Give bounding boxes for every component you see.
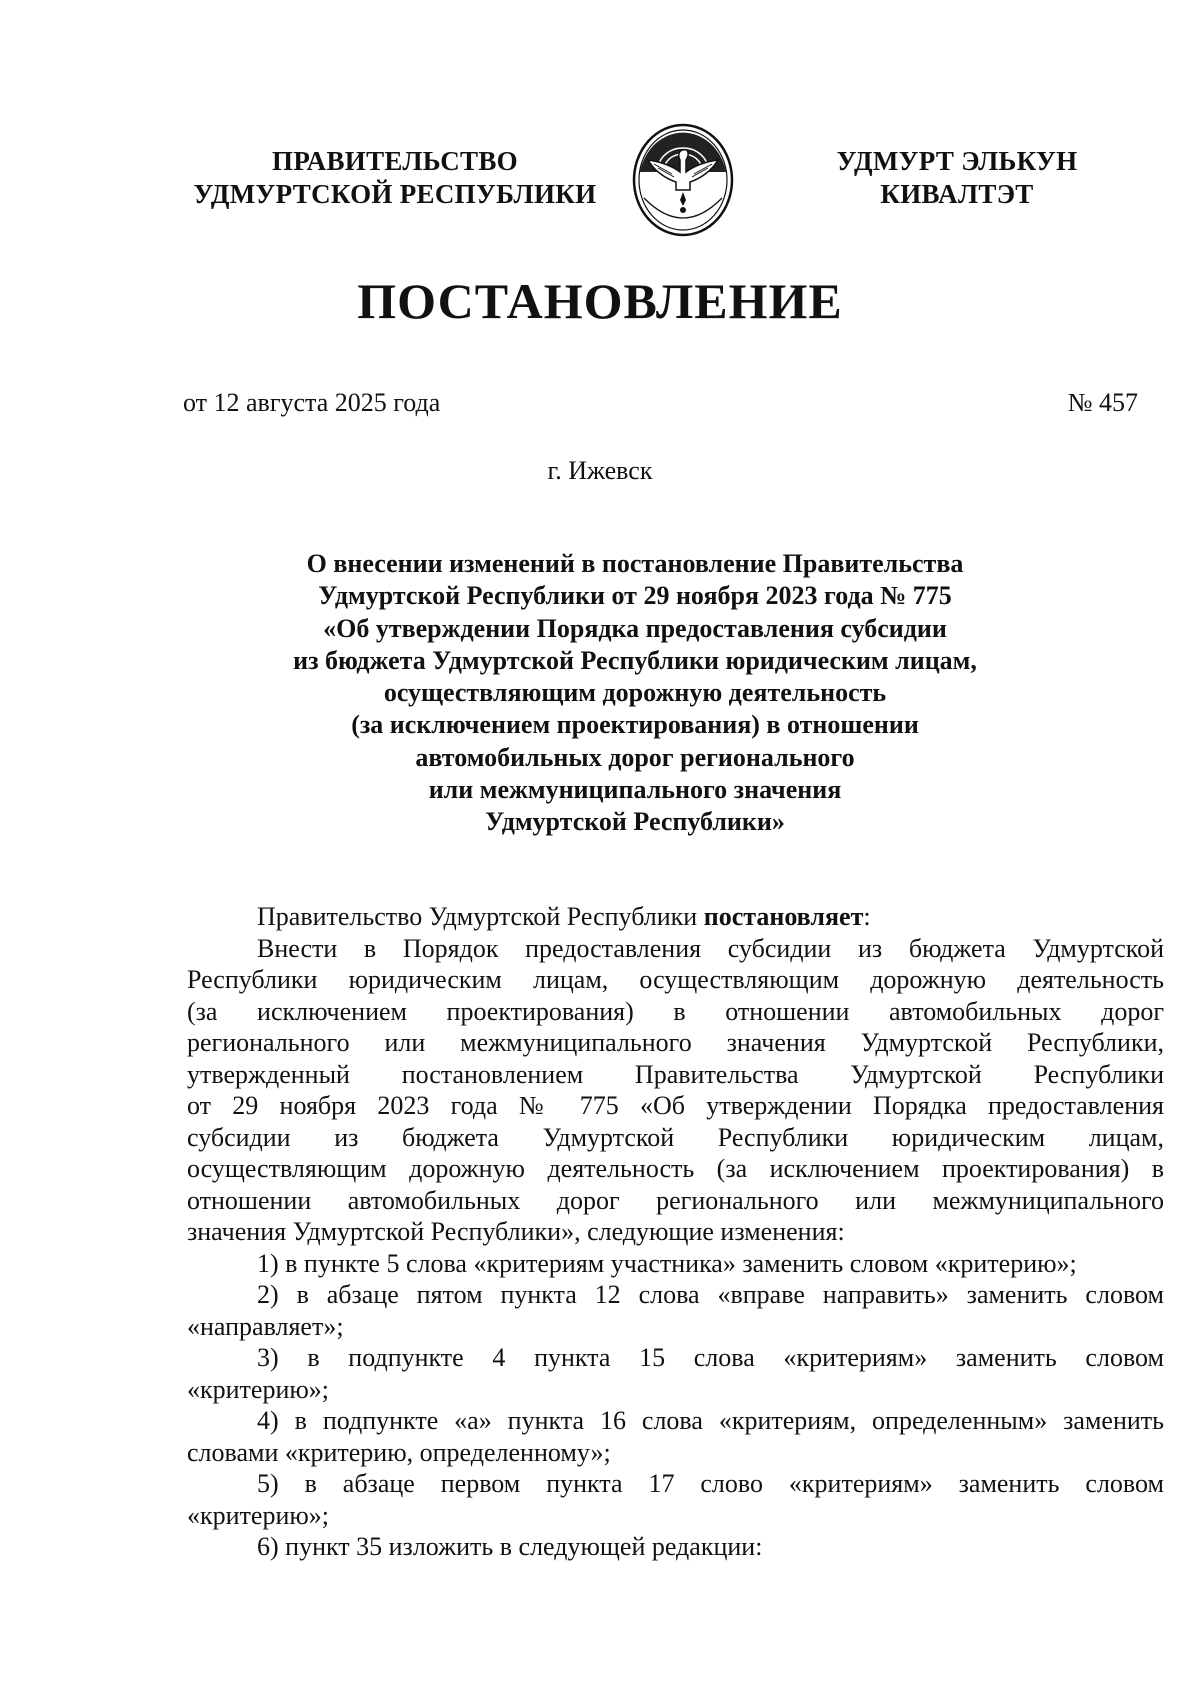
body-line: Республики юридическим лицам, осуществляющим дорожную деятельность [187,965,1164,994]
body-line: значения Удмуртской Республики», следующие изменения: [187,1217,845,1246]
amendment-item: 2) в абзаце пятом пункта 12 слова «вправе направить» заменить словом [257,1280,1164,1309]
government-name-line2: УДМУРТСКОЙ РЕСПУБЛИКИ [193,179,597,209]
body-line: от 29 ноября 2023 года № 775 «Об утверждении Порядка предоставления [187,1091,1164,1120]
intro-decree-word: постановляет [703,902,864,931]
body-line: субсидии из бюджета Удмуртской Республики юридическим лицам, [187,1122,1164,1152]
coat-of-arms-emblem [628,120,738,238]
government-name-udmurt-line1: УДМУРТ ЭЛЬКУН [836,146,1078,176]
government-name-udmurt [812,145,1102,211]
heading-line: осуществляющим дорожную деятельность [383,678,887,708]
amendment-item: 1) в пункте 5 слова «критериям участника» заменить словом «критерию»; [257,1248,1077,1278]
heading-line: автомобильных дорог регионального [415,742,855,772]
intro-text: Правительство Удмуртской Республики [257,902,704,931]
amendment-item-cont: «критерию»; [187,1374,330,1404]
document-date: от 12 августа 2025 года [183,388,441,417]
body-line: утвержденный постановлением Правительства Удмуртской Республики [187,1059,1164,1089]
document-heading [240,548,1030,839]
amendment-item-cont: «критерию»; [187,1500,330,1530]
heading-line: Удмуртской Республики» [485,807,785,837]
heading-line: (за исключением проектирования) в отношении [351,710,919,740]
heading-line: Удмуртской Республики от 29 ноября 2023 года № 775 [318,581,952,611]
amendment-item-cont: «направляет»; [187,1311,344,1341]
government-name-line1: ПРАВИТЕЛЬСТВО [272,146,518,176]
amendment-item: 5) в абзаце первом пункта 17 слово «критериям» заменить словом [257,1469,1164,1498]
heading-line: или межмуниципального значения [428,775,842,805]
body-line: Внести в Порядок предоставления субсидии из бюджета Удмуртской [257,933,1164,963]
government-name-udmurt-line2: КИВАЛТЭТ [880,179,1034,209]
body-line: регионального или межмуниципального значения Удмуртской Республики, [187,1028,1164,1057]
intro-colon: : [863,902,871,931]
heading-line: О внесении изменений в постановление Правительства [306,549,964,578]
document-type-title: ПОСТАНОВЛЕНИЕ [357,273,843,329]
amendment-item: 3) в подпункте 4 пункта 15 слова «критериям» заменить словом [257,1343,1164,1372]
heading-line: из бюджета Удмуртской Республики юридическим лицам, [293,645,977,675]
amendment-item: 6) пункт 35 изложить в следующей редакции: [257,1532,763,1561]
amendment-item: 4) в подпункте «а» пункта 16 слова «критериям, определенным» заменить [257,1406,1164,1435]
heading-line: «Об утверждении Порядка предоставления субсидии [323,613,947,643]
body-line: осуществляющим дорожную деятельность (за исключением проектирования) в [187,1154,1164,1183]
document-body [187,901,1164,1563]
document-number: № 457 [1067,388,1138,417]
government-name-russian [175,145,615,211]
body-line: (за исключением проектирования) в отношении автомобильных дорог [187,996,1164,1026]
body-intro [187,901,1164,933]
body-line: отношении автомобильных дорог регионального или межмуниципального [187,1185,1164,1215]
document-city: г. Ижевск [547,456,653,485]
amendment-item-cont: словами «критерию, определенному»; [187,1437,611,1467]
